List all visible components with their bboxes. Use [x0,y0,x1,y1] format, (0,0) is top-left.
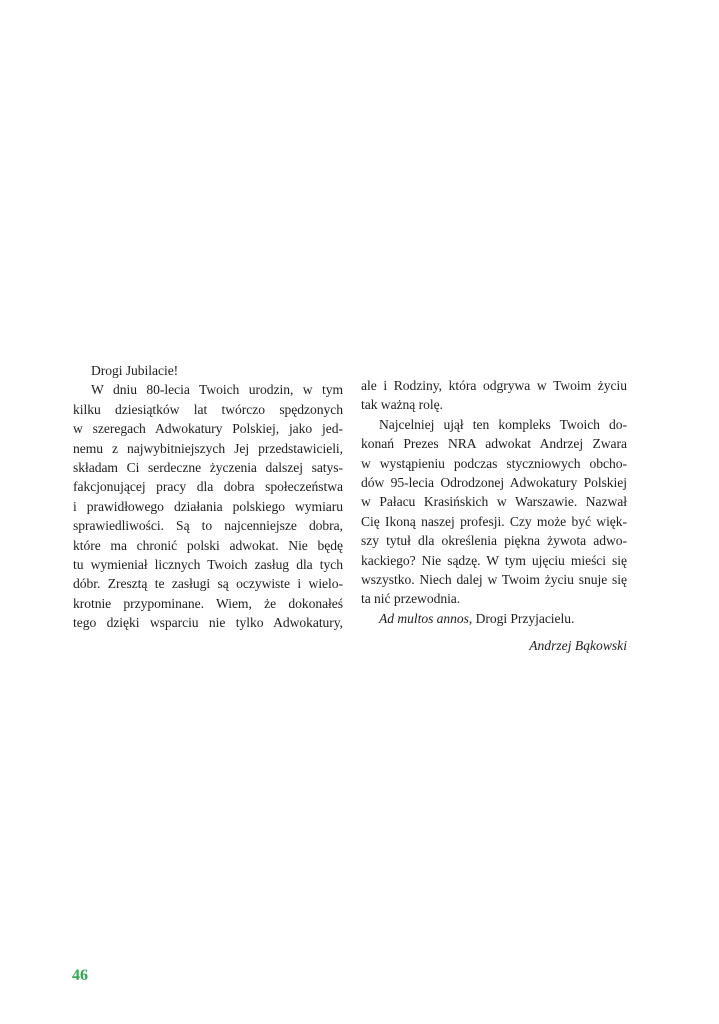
paragraph-line: tak ważną rolę. [361,397,443,413]
paragraph-line: wszystko. Niech dalej w Twoim życiu snuje się [361,571,627,587]
paragraph-line: fakcjonującej pracy dla dobra społeczeństwa [73,479,343,495]
signature: Andrzej Bąkowski [529,638,627,653]
paragraph-line: składam Ci serdeczne życzenia dalszej satys- [73,459,343,475]
paragraph-line: Cię Ikoną naszej profesji. Czy może być więk- [361,513,627,529]
paragraph-line: W dniu 80-lecia Twoich urodzin, w tym [91,382,343,398]
paragraph-line: ale i Rodziny, która odgrywa w Twoim życiu [361,378,627,393]
paragraph-line: i prawidłowego działania polskiego wymiaru [73,498,343,514]
paragraph-line: Najcelniej ujął ten kompleks Twoich do- [379,416,627,432]
paragraph-line: konań Prezes NRA adwokat Andrzej Zwara [361,436,627,452]
page-number: 46 [72,967,88,984]
paragraph-line: tego dzięki wsparciu nie tylko Adwokatury, [73,615,343,631]
paragraph-line: dóbr. Zresztą te zasługi są oczywiste i wielo- [73,576,343,592]
paragraph-line: które ma chronić polski adwokat. Nie będę [73,537,343,553]
right-column [361,376,627,628]
paragraph-line: ta nić przewodnia. [361,591,461,607]
closing-rest: , Drogi Przyjacielu. [468,610,575,626]
closing-line [361,609,627,628]
paragraph-line: nemu z najwybitniejszych Jej przedstawicieli, [73,440,343,456]
paragraph-line: sprawiedliwości. Są to najcenniejsze dobra, [73,518,343,534]
left-column [73,361,343,632]
paragraph-line: krotnie przypominane. Wiem, że dokonałeś [73,595,343,611]
paragraph-line: szy tytuł dla określenia piękna żywota adwo- [361,533,627,549]
paragraph-line: kackiego? Nie sądzę. W tym ujęciu mieści się [361,552,627,568]
paragraph-line: w wystąpieniu podczas styczniowych obcho- [361,455,627,471]
paragraph-line: dów 95-lecia Odrodzonej Adwokatury Polskiej [361,474,627,490]
paragraph-line: w Pałacu Krasińskich w Warszawie. Nazwał [361,494,627,510]
paragraph-line: tu wymieniał licznych Twoich zasług dla tych [73,556,343,572]
closing-italic: Ad multos annos [379,610,469,626]
letter-greeting: Drogi Jubilacie! [91,363,179,378]
paragraph-line: kilku dziesiątków lat twórczo spędzonych [73,401,343,417]
paragraph-line: w szeregach Adwokatury Polskiej, jako jed- [73,421,343,437]
